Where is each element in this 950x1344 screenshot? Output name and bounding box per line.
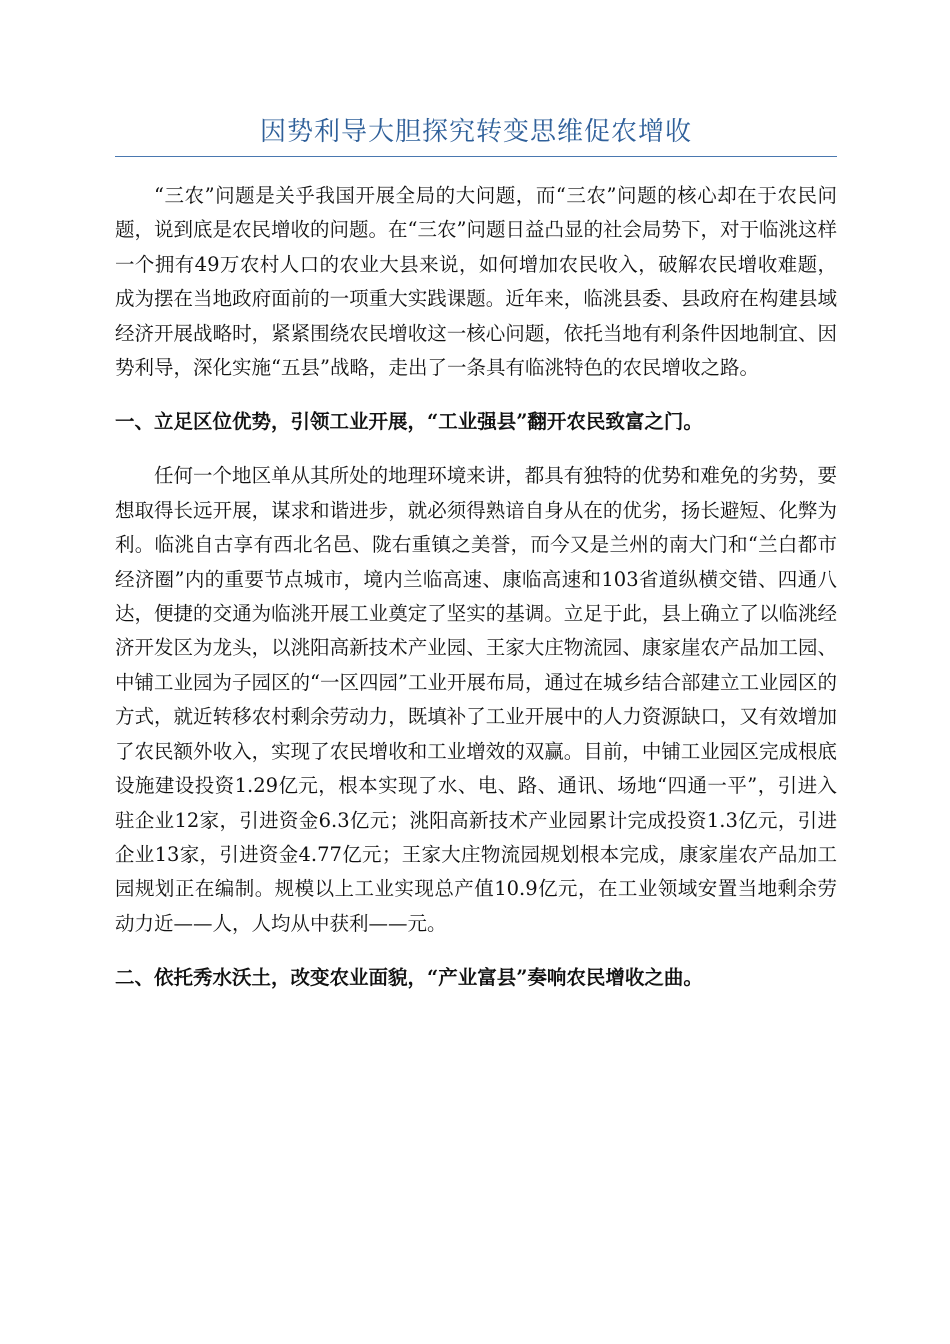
intro-paragraph: “三农”问题是关乎我国开展全局的大问题，而“三农”问题的核心却在于农民问题，说到底是农民增收的问题。在“三农”问题日益凸显的社会局势下，对于临洮这样一个拥有49万农村人口的农业大县来说，如何增加农民收入，破解农民增收难题，成为摆在当地政府面前的一项重大实践课题。近年来，临洮县委、县政府在构建县域经济开展战略时，紧紧围绕农民增收这一核心问题，依托当地有利条件因地制宜、因势利导，深化实施“五县”战略，走出了一条具有临洮特色的农民增收之路。 — [115, 184, 837, 380]
document-title: 因势利导大胆探究转变思维促农增收 — [115, 112, 837, 157]
section-1-paragraph: 任何一个地区单从其所处的地理环境来讲，都具有独特的优势和难免的劣势，要想取得长远开展，谋求和谐进步，就必须得熟谙自身从在的优劣，扬长避短、化弊为利。临洮自古享有西北名邑、陇右重镇之美誉，而今又是兰州的南大门和“兰白都市经济圈”内的重要节点城市，境内兰临高速、康临高速和103省道纵横交错、四通八达，便捷的交通为临洮开展工业奠定了坚实的基调。立足于此，县上确立了以临洮经济开发区为龙头，以洮阳高新技术产业园、王家大庄物流园、康家崖农产品加工园、中铺工业园为子园区的“一区四园”工业开展布局，通过在城乡结合部建立工业园区的方式，就近转移农村剩余劳动力，既填补了工业开展中的人力资源缺口，又有效增加了农民额外收入，实现了农民增收和工业增效的双赢。目前，中铺工业园区完成根底设施建设投资1.29亿元，根本实现了水、电、路、通讯、场地“四通一平”，引进入驻企业12家，引进资金6.3亿元；洮阳高新技术产业园累计完成投资1.3亿元，引进企业13家，引进资金4.77亿元；王家大庄物流园规划根本完成，康家崖农产品加工园规划正在编制。规模以上工业实现总产值10.9亿元，在工业领域安置当地剩余劳动力近——人，人均从中获利——元。 — [115, 464, 837, 935]
document-page — [115, 112, 837, 995]
section-1-heading: 一、立足区位优势，引领工业开展，“工业强县”翻开农民致富之门。 — [115, 410, 703, 434]
section-2-heading: 二、依托秀水沃土，改变农业面貌，“产业富县”奏响农民增收之曲。 — [115, 966, 703, 990]
